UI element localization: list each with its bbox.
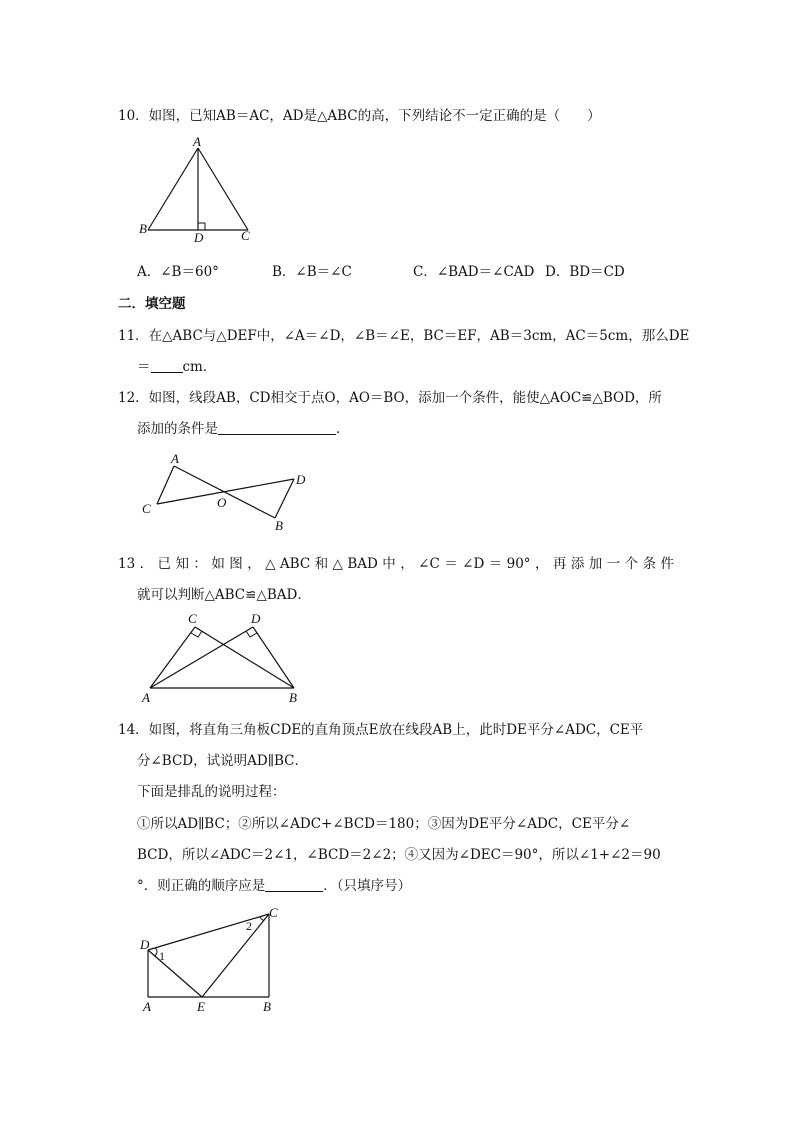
- q13-label-c: C: [188, 611, 197, 626]
- q14-line1: 14．如图，将直角三角板CDE的直角顶点E放在线段AB上，此时DE平分∠ADC，CE平: [118, 722, 644, 738]
- q12-label-a: A: [171, 451, 179, 466]
- section-title-fill-blank: 二．填空题: [118, 296, 186, 312]
- q14-line5: BCD，所以∠ADC＝2∠1，∠BCD＝2∠2；④又因为∠DEC＝90°，所以∠1+∠2＝90: [137, 847, 661, 863]
- q11-answer-blank[interactable]: [151, 359, 183, 373]
- q13-segment-ad: [150, 627, 253, 688]
- q12-segment-ac: [157, 466, 174, 504]
- q14-label-d: D: [140, 937, 150, 952]
- q14-answer-blank[interactable]: [265, 878, 323, 892]
- q12-answer-blank[interactable]: [218, 421, 336, 435]
- q14-angle-1-arc: [155, 948, 157, 956]
- q12-segment-bd: [275, 479, 294, 518]
- q10-side-ab: [148, 148, 198, 230]
- q12-suffix: ．: [336, 421, 350, 437]
- q14-label-a: A: [143, 999, 151, 1014]
- q14-label-b: B: [263, 999, 271, 1014]
- q12-label-b: B: [275, 518, 283, 533]
- q10-right-angle-mark: [198, 223, 205, 230]
- q13-right-angle-d: [246, 631, 257, 637]
- q13-line1-text: 13．已知：如图，△ABC和△BAD中，∠C＝∠D＝90°，再添加一个条件: [118, 556, 674, 572]
- q13-segment-cb: [195, 627, 294, 688]
- q12-line2: [137, 417, 350, 437]
- q13-label-d: D: [251, 611, 261, 626]
- q11-suffix: cm．: [182, 359, 217, 375]
- q10-label-a: A: [193, 134, 201, 149]
- q14-prefix: °．则正确的顺序应是: [137, 878, 266, 894]
- q10-option-d[interactable]: D．BD＝CD: [545, 264, 625, 280]
- q13-right-angle-c: [191, 631, 202, 637]
- q10-figure: [136, 134, 266, 246]
- q13-label-a: A: [142, 690, 150, 705]
- q10-option-a[interactable]: A．∠B＝60°: [137, 264, 219, 280]
- q14-line3: 下面是排乱的说明过程：: [137, 784, 286, 800]
- q13-line1: [118, 552, 674, 572]
- q14-line2: 分∠BCD，试说明AD∥BC．: [137, 753, 308, 769]
- q14-angle-2-arc: [260, 917, 265, 920]
- q10-stem: 10．如图，已知AB＝AC，AD是△ABC的高，下列结论不一定正确的是（ ）: [118, 108, 601, 124]
- q14-suffix: ．（只填序号）: [323, 878, 411, 894]
- q10-side-ac: [198, 148, 248, 230]
- q14-line4: ①所以AD∥BC；②所以∠ADC+∠BCD＝180；③因为DE平分∠ADC，CE平分∠: [137, 816, 631, 832]
- q10-label-c: C: [241, 228, 250, 243]
- q12-label-c: C: [142, 501, 151, 516]
- q13-figure: [138, 610, 308, 706]
- q14-label-c: C: [269, 905, 278, 920]
- q13-segment-db: [253, 627, 294, 688]
- q14-angle-label-2: 2: [246, 919, 252, 933]
- q14-line6: [137, 874, 411, 894]
- q12-figure: [138, 448, 313, 534]
- q10-label-b: B: [139, 221, 147, 236]
- q10-option-b[interactable]: B．∠B＝∠C: [272, 264, 352, 280]
- q13-line2: 就可以判断△ABC≌△BAD．: [137, 587, 311, 603]
- q13-segment-ac: [150, 627, 195, 688]
- q14-angle-label-1: 1: [159, 949, 165, 963]
- q11-line2: [137, 355, 216, 375]
- q12-label-d: D: [296, 472, 306, 487]
- q14-segment-ce: [202, 914, 269, 997]
- q10-label-d: D: [194, 230, 204, 245]
- q12-prefix: 添加的条件是: [137, 421, 218, 437]
- q14-label-e: E: [197, 999, 205, 1014]
- q14-figure: [136, 905, 286, 1017]
- q11-line1: 11．在△ABC与△DEF中，∠A＝∠D，∠B＝∠E，BC＝EF，AB＝3cm，AC＝5cm，那么DE: [118, 328, 690, 344]
- q12-label-o: O: [217, 495, 227, 510]
- q14-segment-de: [148, 950, 202, 997]
- q11-prefix: ＝: [137, 359, 151, 375]
- q10-option-c[interactable]: C．∠BAD＝∠CAD: [413, 264, 535, 280]
- q12-line1: 12．如图，线段AB，CD相交于点O，AO＝BO，添加一个条件，能使△AOC≌△BOD，所: [118, 390, 662, 406]
- q13-label-b: B: [289, 690, 297, 705]
